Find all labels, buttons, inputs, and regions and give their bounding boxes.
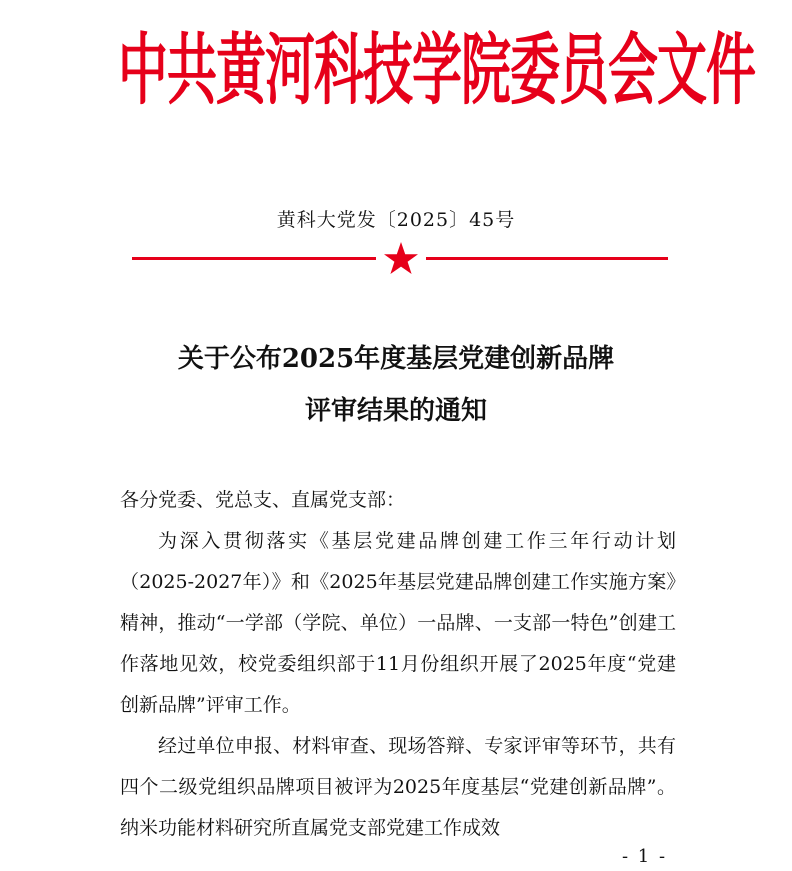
document-number: 黄科大党发〔2025〕45号 (276, 209, 516, 231)
divider-line-right (426, 257, 668, 260)
masthead-title: 中共黄河科技学院委员会文件 (118, 25, 755, 115)
paragraph-2: 经过单位申报、材料审查、现场答辩、专家评审等环节，共有四个二级党组织品牌项目被评为2025年度基层“党建创新品牌”。纳米功能材料研究所直属党支部党建工作成效 (120, 735, 676, 839)
page-number: - 1 - (622, 846, 668, 867)
star-icon (383, 241, 419, 277)
divider-line-left (132, 257, 376, 260)
body-text (120, 480, 676, 849)
notice-title-line-1: 关于公布2025年度基层党建创新品牌 (177, 344, 615, 374)
notice-title-line-2: 评审结果的通知 (304, 396, 487, 426)
salutation: 各分党委、党总支、直属党支部： (120, 489, 406, 511)
paragraph-1: 为深入贯彻落实《基层党建品牌创建工作三年行动计划（2025-2027年）》和《2025年基层党建品牌创建工作实施方案》精神，推动“一学部（学院、单位）一品牌、一支部一特色”创建工作落地见效，校党委组织部于11月份组织开展了2025年度“党建创新品牌”评审工作。 (120, 530, 676, 716)
